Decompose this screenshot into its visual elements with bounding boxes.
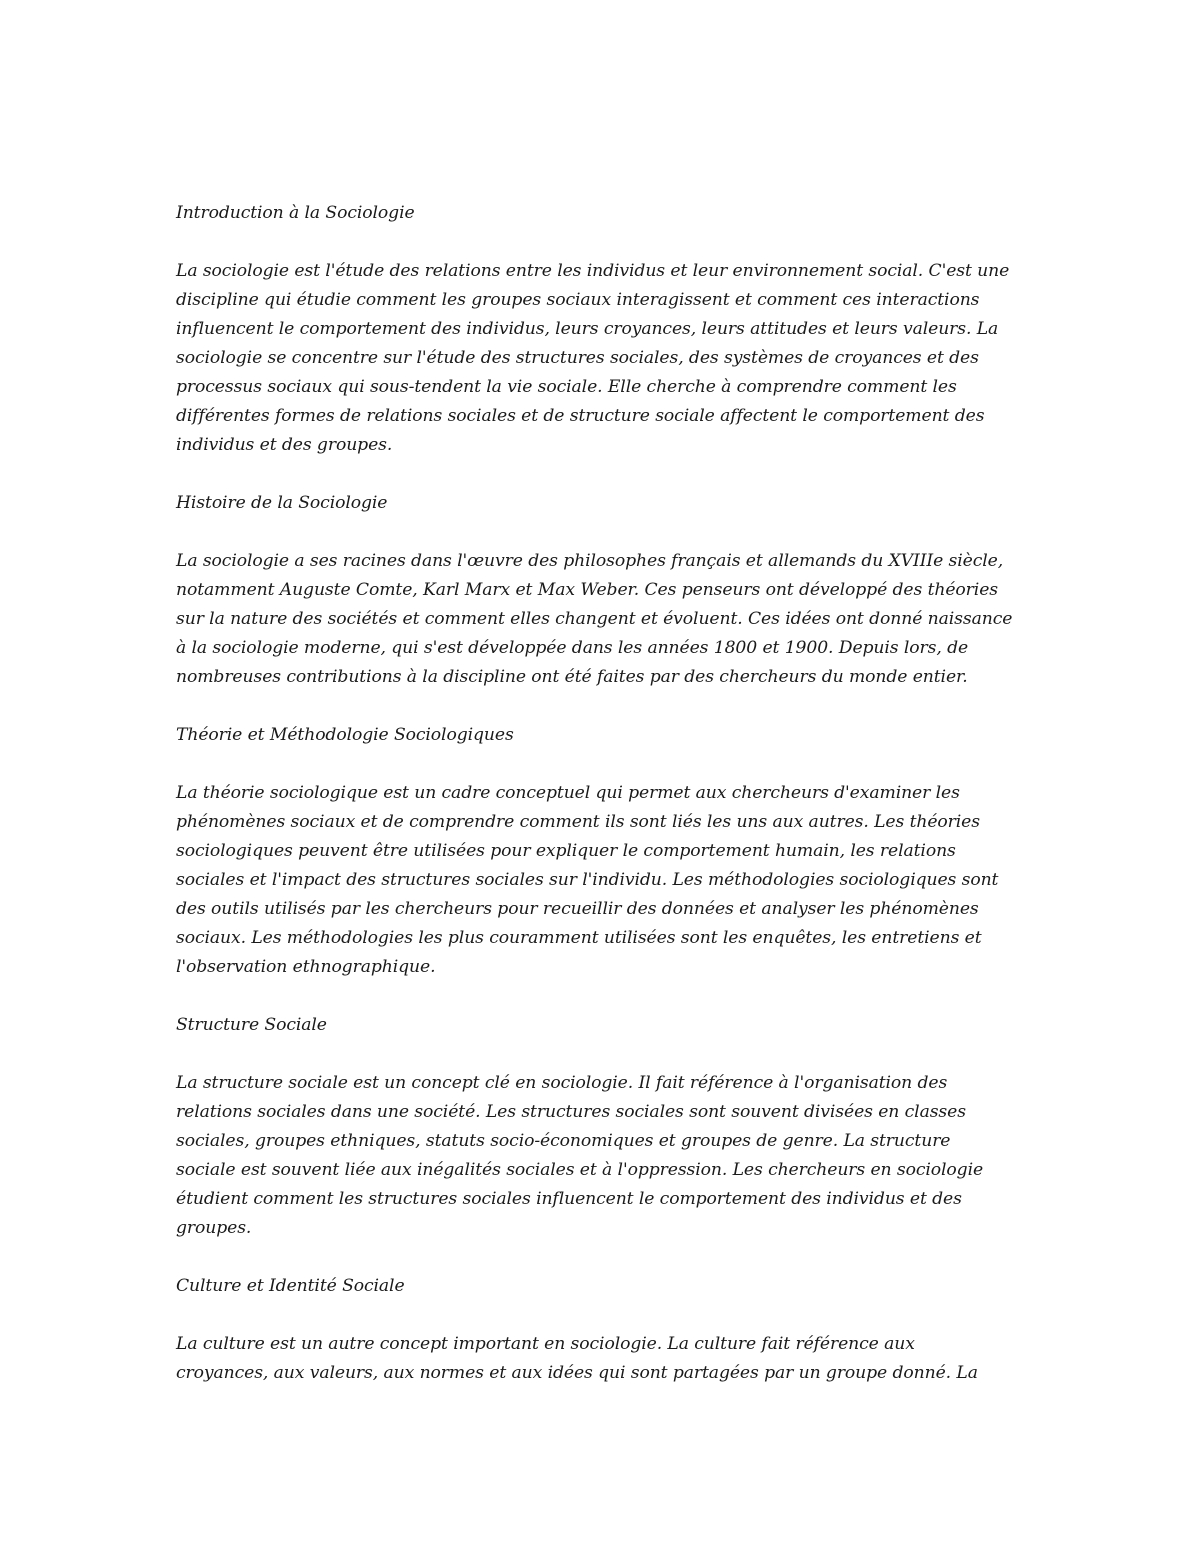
paragraph-line: différentes formes de relations sociales et de structure sociale affectent le comportement des <box>176 406 985 426</box>
paragraph-line: relations sociales dans une société. Les structures sociales sont souvent divisées en classes <box>176 1102 966 1122</box>
section-heading: Structure Sociale <box>176 1015 327 1035</box>
paragraph-line: La théorie sociologique est un cadre conceptuel qui permet aux chercheurs d'examiner les <box>176 783 960 803</box>
document-body <box>176 199 1036 1417</box>
paragraph-line: étudient comment les structures sociales influencent le comportement des individus et des <box>176 1189 962 1209</box>
section-paragraph <box>176 257 1036 460</box>
paragraph-line: croyances, aux valeurs, aux normes et aux idées qui sont partagées par un groupe donné. La <box>176 1363 978 1383</box>
paragraph-line: nombreuses contributions à la discipline ont été faites par des chercheurs du monde entier. <box>176 667 968 687</box>
paragraph-line: La sociologie est l'étude des relations entre les individus et leur environnement social. C'est une <box>176 261 1010 281</box>
section-heading: Histoire de la Sociologie <box>176 493 388 513</box>
section-heading: Culture et Identité Sociale <box>176 1276 405 1296</box>
paragraph-line: influencent le comportement des individus, leurs croyances, leurs attitudes et leurs valeurs. La <box>176 319 999 339</box>
paragraph-line: La structure sociale est un concept clé en sociologie. Il fait référence à l'organisation des <box>176 1073 948 1093</box>
section-paragraph <box>176 547 1036 692</box>
paragraph-line: notamment Auguste Comte, Karl Marx et Max Weber. Ces penseurs ont développé des théories <box>176 580 998 600</box>
paragraph-line: l'observation ethnographique. <box>176 957 436 977</box>
paragraph-line: processus sociaux qui sous-tendent la vie sociale. Elle cherche à comprendre comment les <box>176 377 957 397</box>
paragraph-line: à la sociologie moderne, qui s'est développée dans les années 1800 et 1900. Depuis lors, de <box>176 638 969 658</box>
section-paragraph <box>176 1330 1036 1388</box>
paragraph-line: phénomènes sociaux et de comprendre comment ils sont liés les uns aux autres. Les théories <box>176 812 980 832</box>
paragraph-line: sociaux. Les méthodologies les plus couramment utilisées sont les enquêtes, les entretiens et <box>176 928 982 948</box>
paragraph-line: individus et des groupes. <box>176 435 393 455</box>
section-paragraph <box>176 1069 1036 1243</box>
section-paragraph <box>176 779 1036 982</box>
paragraph-line: sociales et l'impact des structures sociales sur l'individu. Les méthodologies sociologiques sont <box>176 870 999 890</box>
paragraph-line: discipline qui étudie comment les groupes sociaux interagissent et comment ces interactions <box>176 290 980 310</box>
paragraph-line: sociologie se concentre sur l'étude des structures sociales, des systèmes de croyances et des <box>176 348 979 368</box>
section-heading: Introduction à la Sociologie <box>176 203 415 223</box>
paragraph-line: La sociologie a ses racines dans l'œuvre des philosophes français et allemands du XVIIIe siècle, <box>176 551 1004 571</box>
paragraph-line: sociales, groupes ethniques, statuts socio-économiques et groupes de genre. La structure <box>176 1131 951 1151</box>
paragraph-line: sur la nature des sociétés et comment elles changent et évoluent. Ces idées ont donné naissance <box>176 609 1013 629</box>
section-heading: Théorie et Méthodologie Sociologiques <box>176 725 514 745</box>
paragraph-line: La culture est un autre concept important en sociologie. La culture fait référence aux <box>176 1334 915 1354</box>
paragraph-line: sociologiques peuvent être utilisées pour expliquer le comportement humain, les relations <box>176 841 956 861</box>
paragraph-line: groupes. <box>176 1218 252 1238</box>
paragraph-line: sociale est souvent liée aux inégalités sociales et à l'oppression. Les chercheurs en sociologie <box>176 1160 984 1180</box>
paragraph-line: des outils utilisés par les chercheurs pour recueillir des données et analyser les phénomènes <box>176 899 979 919</box>
